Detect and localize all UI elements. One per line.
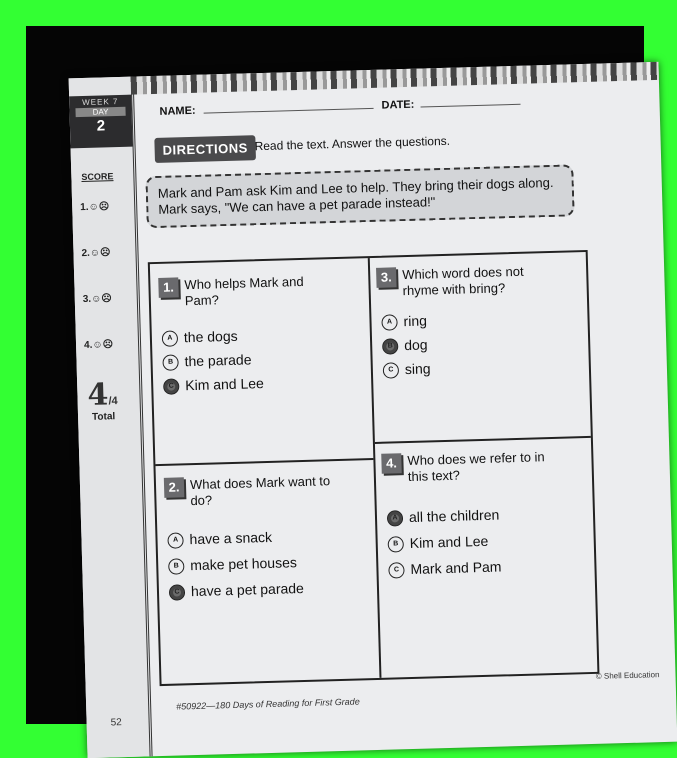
total-label: Total xyxy=(91,411,116,423)
q3-bubble-c[interactable]: C xyxy=(383,363,399,379)
q1-option-b[interactable] xyxy=(162,351,251,371)
question-4-text: Who does we refer to in this text? xyxy=(407,449,545,485)
date-label: DATE: xyxy=(381,98,415,112)
copyright-notice: © Shell Education xyxy=(595,670,660,681)
q4-bubble-b[interactable]: B xyxy=(388,536,404,552)
q3-bubble-a[interactable]: A xyxy=(381,315,397,331)
total-max: /4 xyxy=(108,395,118,408)
week-label: WEEK 7 xyxy=(82,96,119,107)
directions-badge: DIRECTIONS xyxy=(154,135,256,163)
q4-option-c-text: Mark and Pam xyxy=(410,558,502,578)
grid-divider-right xyxy=(375,436,591,444)
photo-background xyxy=(26,26,660,729)
reading-passage: Mark and Pam ask Kim and Lee to help. They bring their dogs along. Mark says, "We can have a pet parade instead!" xyxy=(145,164,574,228)
grid-divider-vertical xyxy=(368,258,382,678)
q4-option-b[interactable] xyxy=(388,533,489,553)
question-3-number: 3. xyxy=(376,267,397,288)
question-1-text: Who helps Mark and Pam? xyxy=(184,273,304,309)
day-label: DAY xyxy=(75,107,125,117)
score-item-2: 2.☺☹ xyxy=(81,247,111,260)
questions-grid xyxy=(148,250,600,686)
q1-bubble-a[interactable]: A xyxy=(162,331,178,347)
day-number: 2 xyxy=(96,117,106,135)
total-value: 4 xyxy=(86,377,109,413)
question-3 xyxy=(376,263,553,300)
score-header: SCORE xyxy=(81,171,114,183)
score-item-3: 3.☺☹ xyxy=(82,293,112,306)
worksheet-page xyxy=(69,62,677,758)
grid-divider-left xyxy=(155,458,373,466)
book-footer: #50922—180 Days of Reading for First Grade xyxy=(176,696,360,712)
q2-bubble-a[interactable]: A xyxy=(167,533,183,549)
question-4-number: 4. xyxy=(381,453,402,474)
q2-bubble-b[interactable]: B xyxy=(168,559,184,575)
q1-option-b-text: the parade xyxy=(184,351,252,370)
q4-bubble-a-selected[interactable]: A xyxy=(387,511,403,527)
question-1 xyxy=(158,273,335,310)
q3-option-b-text: dog xyxy=(403,336,428,354)
q2-bubble-c-selected[interactable]: C xyxy=(169,585,185,601)
q4-option-c[interactable] xyxy=(388,558,501,578)
q4-option-b-text: Kim and Lee xyxy=(409,532,489,552)
q1-option-c[interactable] xyxy=(163,375,264,395)
name-label: NAME: xyxy=(159,104,196,118)
q1-option-a-text: the dogs xyxy=(183,327,238,346)
q2-option-c-text: have a pet parade xyxy=(190,580,305,600)
q1-option-a[interactable] xyxy=(162,328,238,347)
total-score xyxy=(87,377,118,413)
question-2-number: 2. xyxy=(164,477,185,498)
score-item-4: 4.☺☹ xyxy=(83,339,114,352)
q3-option-a-text: ring xyxy=(403,312,428,330)
q3-option-b[interactable] xyxy=(382,336,428,355)
question-3-text: Which word does not rhyme with bring? xyxy=(402,263,524,299)
name-date-line xyxy=(159,96,520,118)
q2-option-b-text: make pet houses xyxy=(190,554,298,574)
question-2 xyxy=(164,473,341,510)
decorative-stripes xyxy=(131,62,659,95)
q2-option-c[interactable] xyxy=(169,580,304,601)
week-day-tab xyxy=(69,95,132,149)
q4-option-a[interactable] xyxy=(387,507,500,527)
question-1-number: 1. xyxy=(158,277,179,298)
score-sidebar xyxy=(69,77,153,758)
name-field[interactable] xyxy=(204,108,374,114)
question-2-text: What does Mark want to do? xyxy=(189,473,331,509)
directions-text: Read the text. Answer the questions. xyxy=(254,133,451,154)
score-item-1: 1.☺☹ xyxy=(80,201,110,214)
q4-bubble-c[interactable]: C xyxy=(388,562,404,578)
q2-option-a[interactable] xyxy=(167,529,272,549)
q3-bubble-b-selected[interactable]: B xyxy=(382,339,398,355)
page-number: 52 xyxy=(110,717,122,729)
q1-bubble-c-selected[interactable]: C xyxy=(163,379,179,395)
q3-option-a[interactable] xyxy=(381,312,427,331)
q4-option-a-text: all the children xyxy=(408,506,500,526)
q3-option-c-text: sing xyxy=(404,360,431,378)
q2-option-a-text: have a snack xyxy=(189,528,273,548)
q1-option-c-text: Kim and Lee xyxy=(185,375,265,394)
q1-bubble-b[interactable]: B xyxy=(162,355,178,371)
q2-option-b[interactable] xyxy=(168,554,297,575)
q3-option-c[interactable] xyxy=(383,360,431,379)
question-4 xyxy=(381,449,558,486)
date-field[interactable] xyxy=(420,104,520,108)
